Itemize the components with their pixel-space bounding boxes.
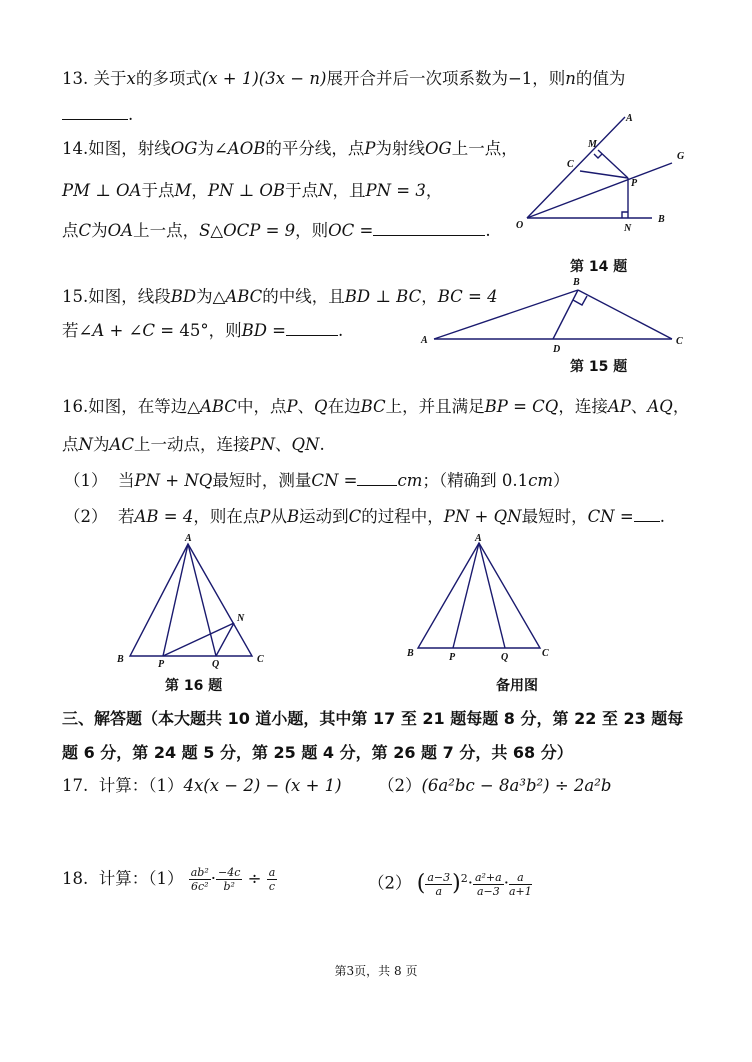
q15-line1: 15.如图，线段BD为△ABC的中线，且BD ⊥ BC，BC = 4 [62,287,498,306]
spare-label-Q: Q [501,652,509,663]
label-P: P [158,659,165,670]
q15-answer-blank[interactable] [286,335,338,336]
segment-aq [188,544,216,656]
q14-caption: 第 14 题 [570,259,628,275]
q16-caption: 第 16 题 [165,678,223,694]
segment-bd [553,290,578,339]
q17-line: 17. 计算：（1）4x(x − 2) − (x + 1) [62,776,342,795]
segment-bc [578,290,672,339]
label-B: B [658,214,665,225]
label-N: N [237,613,245,624]
q14-line3: 点C为OA上一点，S△OCP = 9，则OC = . [62,221,491,240]
q16-main-figure [130,544,252,656]
q13-answer-line: . [62,104,133,126]
page-footer: 第3页，共 8 页 [334,964,418,978]
q18-part1: 18. 计算：（1） $\frac{\text{ab²}}{\text{6c²}}$ · $\frac{-4c}{\text{b²}}$ ÷ $\frac{a}{c}$ [62,866,276,893]
spare-label-B: B [407,648,414,659]
q14-answer-blank[interactable] [373,235,485,236]
q16-line1: 16.如图，在等边△ABC中，点P、Q在边BC上，并且满足BP = CQ，连接AP、AQ， [62,397,690,416]
right-angle-m [594,154,602,158]
q16-sub2: （2） 若AB = 4，则在点P从B运动到C的过程中，PN + QN最短时，CN = . [64,507,665,526]
q14-line2: PM ⊥ OA于点M，PN ⊥ OB于点N，且PN = 3， [62,181,443,200]
q16-spare-figure [418,543,540,648]
label-B: B [573,277,580,288]
label-D: D [553,344,561,355]
fraction-5: $\frac{\text{a²+a}}{a-3}$ [474,870,502,898]
q13-answer-blank[interactable] [62,119,128,120]
label-C: C [567,159,574,170]
q13-line1: 13. 关于x的多项式(x + 1)(3x − n)展开合并后一次项系数为−1，则n的值为 [62,69,626,88]
fraction-1: $\frac{\text{ab²}}{\text{6c²}}$ [190,866,209,893]
q16-line2: 点N为AC上一动点，连接PN、QN. [62,435,325,454]
spare-label-A: A [475,533,482,544]
triangle-abc [130,544,252,656]
fraction-6: $\frac{a}{a+1}$ [508,870,532,898]
q15-caption: 第 15 题 [570,359,628,375]
label-C: C [257,654,264,665]
label-G: G [677,151,685,162]
fraction-2: $\frac{-4c}{\text{b²}}$ [218,866,241,893]
q16-spare-caption: 备用图 [496,678,538,694]
spare-segment-ap [453,543,479,648]
q14-line1: 14.如图，射线OG为∠AOB的平分线，点P为射线OG上一点， [62,139,518,158]
label-A: A [626,113,633,124]
label-O: O [516,220,524,231]
q16-1-answer-blank[interactable] [357,485,397,486]
ray-og [527,163,672,218]
segment-pn [163,623,234,656]
section3-heading-line2: 题 6 分，第 24 题 5 分，第 25 题 4 分，第 26 题 7 分，共 68 分） [62,743,573,762]
fraction-4: $\frac{a-3}{a}$ [427,870,451,898]
label-B: B [117,654,124,665]
label-A: A [185,533,192,544]
right-angle-n [622,212,628,218]
spare-triangle-abc [418,543,540,648]
q15-line2: 若∠A + ∠C = 45°，则BD = . [62,321,344,340]
label-P: P [631,178,638,189]
ray-oa [527,117,625,218]
segment-qn [216,623,234,656]
fraction-3: $\frac{a}{c}$ [268,866,276,893]
label-C: C [676,336,683,347]
label-N: N [624,223,632,234]
segment-pc [580,171,628,178]
label-Q: Q [212,659,220,670]
label-M: M [588,139,597,150]
section3-heading-line1: 三、解答题（本大题共 10 道小题，其中第 17 至 21 题每题 8 分，第 22 至 23 题每 [62,709,684,728]
q16-2-answer-blank[interactable] [634,521,660,522]
label-A: A [421,335,428,346]
segment-pm [598,150,628,178]
spare-segment-aq [479,543,505,648]
q17-part2: （2）(6a²bc − 8a³b²) ÷ 2a²b [378,776,612,795]
right-angle-b [573,296,587,305]
spare-label-C: C [542,648,549,659]
q16-sub1: （1） 当PN + NQ最短时，测量CN = cm；（精确到 0.1cm） [64,471,570,490]
segment-ap [163,544,188,656]
q18-part2: （2） ( $\frac{a-3}{a}$ )$^2$· $\frac{\text{a²+a}}{a-3}$ · $\frac{a}{a+1}$ [368,870,532,898]
spare-label-P: P [449,652,456,663]
